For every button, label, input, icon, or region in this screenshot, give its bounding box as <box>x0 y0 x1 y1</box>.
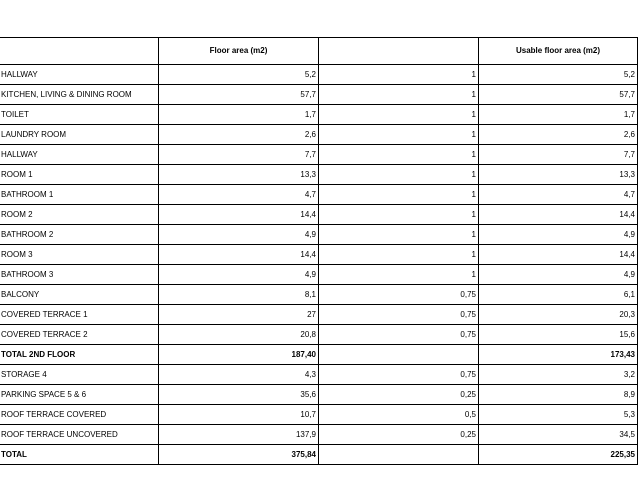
room-name-cell: COVERED TERRACE 1 <box>0 305 159 325</box>
table-row <box>0 105 638 125</box>
floor-area-cell: 14,4 <box>159 205 319 225</box>
total-row <box>0 345 638 365</box>
usable-area-cell: 6,1 <box>479 285 638 305</box>
total-row <box>0 445 638 465</box>
floor-area-cell: 27 <box>159 305 319 325</box>
usable-area-cell: 14,4 <box>479 205 638 225</box>
floor-area-cell: 4,3 <box>159 365 319 385</box>
room-name-cell: LAUNDRY ROOM <box>0 125 159 145</box>
table-row <box>0 225 638 245</box>
floor-area-cell: 10,7 <box>159 405 319 425</box>
usable-area-cell: 1,7 <box>479 105 638 125</box>
usable-area-cell: 8,9 <box>479 385 638 405</box>
floor-area-cell: 20,8 <box>159 325 319 345</box>
floor-area-cell: 35,6 <box>159 385 319 405</box>
factor-cell: 0,25 <box>319 425 479 445</box>
table-body <box>0 65 638 465</box>
factor-cell: 1 <box>319 185 479 205</box>
usable-area-cell: 14,4 <box>479 245 638 265</box>
room-name-cell: TOTAL 2ND FLOOR <box>0 345 159 365</box>
room-name-cell: BATHROOM 3 <box>0 265 159 285</box>
room-name-cell: BATHROOM 2 <box>0 225 159 245</box>
room-name-cell: PARKING SPACE 5 & 6 <box>0 385 159 405</box>
floor-area-cell: 137,9 <box>159 425 319 445</box>
floor-area-cell: 4,7 <box>159 185 319 205</box>
floor-area-cell: 1,7 <box>159 105 319 125</box>
factor-cell: 1 <box>319 265 479 285</box>
table-row <box>0 185 638 205</box>
table-row <box>0 405 638 425</box>
factor-cell: 1 <box>319 125 479 145</box>
room-name-cell: ROOF TERRACE UNCOVERED <box>0 425 159 445</box>
usable-area-cell: 34,5 <box>479 425 638 445</box>
usable-area-cell: 3,2 <box>479 365 638 385</box>
table-row <box>0 325 638 345</box>
factor-cell <box>319 345 479 365</box>
factor-cell: 1 <box>319 165 479 185</box>
factor-cell: 1 <box>319 145 479 165</box>
floor-area-table <box>0 37 638 465</box>
room-name-cell: TOTAL <box>0 445 159 465</box>
room-name-cell: ROOM 2 <box>0 205 159 225</box>
floor-area-cell: 187,40 <box>159 345 319 365</box>
floor-area-cell: 14,4 <box>159 245 319 265</box>
floor-area-cell: 13,3 <box>159 165 319 185</box>
usable-area-cell: 2,6 <box>479 125 638 145</box>
room-name-cell: ROOM 3 <box>0 245 159 265</box>
floor-area-cell: 2,6 <box>159 125 319 145</box>
usable-area-cell: 57,7 <box>479 85 638 105</box>
room-name-cell: TOILET <box>0 105 159 125</box>
table-row <box>0 365 638 385</box>
factor-cell <box>319 445 479 465</box>
factor-cell: 1 <box>319 85 479 105</box>
usable-area-cell: 4,9 <box>479 265 638 285</box>
room-name-cell: HALLWAY <box>0 65 159 85</box>
floor-area-cell: 4,9 <box>159 225 319 245</box>
table-row <box>0 265 638 285</box>
factor-cell: 0,75 <box>319 325 479 345</box>
factor-cell: 1 <box>319 225 479 245</box>
usable-area-cell: 4,9 <box>479 225 638 245</box>
header-factor <box>319 38 479 65</box>
usable-area-cell: 13,3 <box>479 165 638 185</box>
table-row <box>0 305 638 325</box>
factor-cell: 0,75 <box>319 305 479 325</box>
floor-area-cell: 4,9 <box>159 265 319 285</box>
room-name-cell: BATHROOM 1 <box>0 185 159 205</box>
factor-cell: 1 <box>319 205 479 225</box>
factor-cell: 0,25 <box>319 385 479 405</box>
floor-area-cell: 375,84 <box>159 445 319 465</box>
floor-area-cell: 8,1 <box>159 285 319 305</box>
table-row <box>0 165 638 185</box>
factor-cell: 0,75 <box>319 285 479 305</box>
floor-area-cell: 57,7 <box>159 85 319 105</box>
factor-cell: 0,75 <box>319 365 479 385</box>
usable-area-cell: 225,35 <box>479 445 638 465</box>
table-row <box>0 285 638 305</box>
usable-area-cell: 5,2 <box>479 65 638 85</box>
table-row <box>0 245 638 265</box>
table-row <box>0 85 638 105</box>
floor-area-cell: 5,2 <box>159 65 319 85</box>
table-row <box>0 385 638 405</box>
header-floor-area: Floor area (m2) <box>159 38 319 65</box>
usable-area-cell: 173,43 <box>479 345 638 365</box>
table-header-row <box>0 38 638 65</box>
room-name-cell: HALLWAY <box>0 145 159 165</box>
usable-area-cell: 4,7 <box>479 185 638 205</box>
header-room <box>0 38 159 65</box>
table-row <box>0 145 638 165</box>
factor-cell: 1 <box>319 245 479 265</box>
factor-cell: 0,5 <box>319 405 479 425</box>
room-name-cell: ROOF TERRACE COVERED <box>0 405 159 425</box>
table-row <box>0 425 638 445</box>
room-name-cell: BALCONY <box>0 285 159 305</box>
usable-area-cell: 5,3 <box>479 405 638 425</box>
table-row <box>0 125 638 145</box>
usable-area-cell: 15,6 <box>479 325 638 345</box>
room-name-cell: ROOM 1 <box>0 165 159 185</box>
table-row <box>0 205 638 225</box>
header-usable-floor-area: Usable floor area (m2) <box>479 38 638 65</box>
usable-area-cell: 7,7 <box>479 145 638 165</box>
table-row <box>0 65 638 85</box>
factor-cell: 1 <box>319 65 479 85</box>
room-name-cell: STORAGE 4 <box>0 365 159 385</box>
floor-area-cell: 7,7 <box>159 145 319 165</box>
room-name-cell: KITCHEN, LIVING & DINING ROOM <box>0 85 159 105</box>
room-name-cell: COVERED TERRACE 2 <box>0 325 159 345</box>
usable-area-cell: 20,3 <box>479 305 638 325</box>
factor-cell: 1 <box>319 105 479 125</box>
